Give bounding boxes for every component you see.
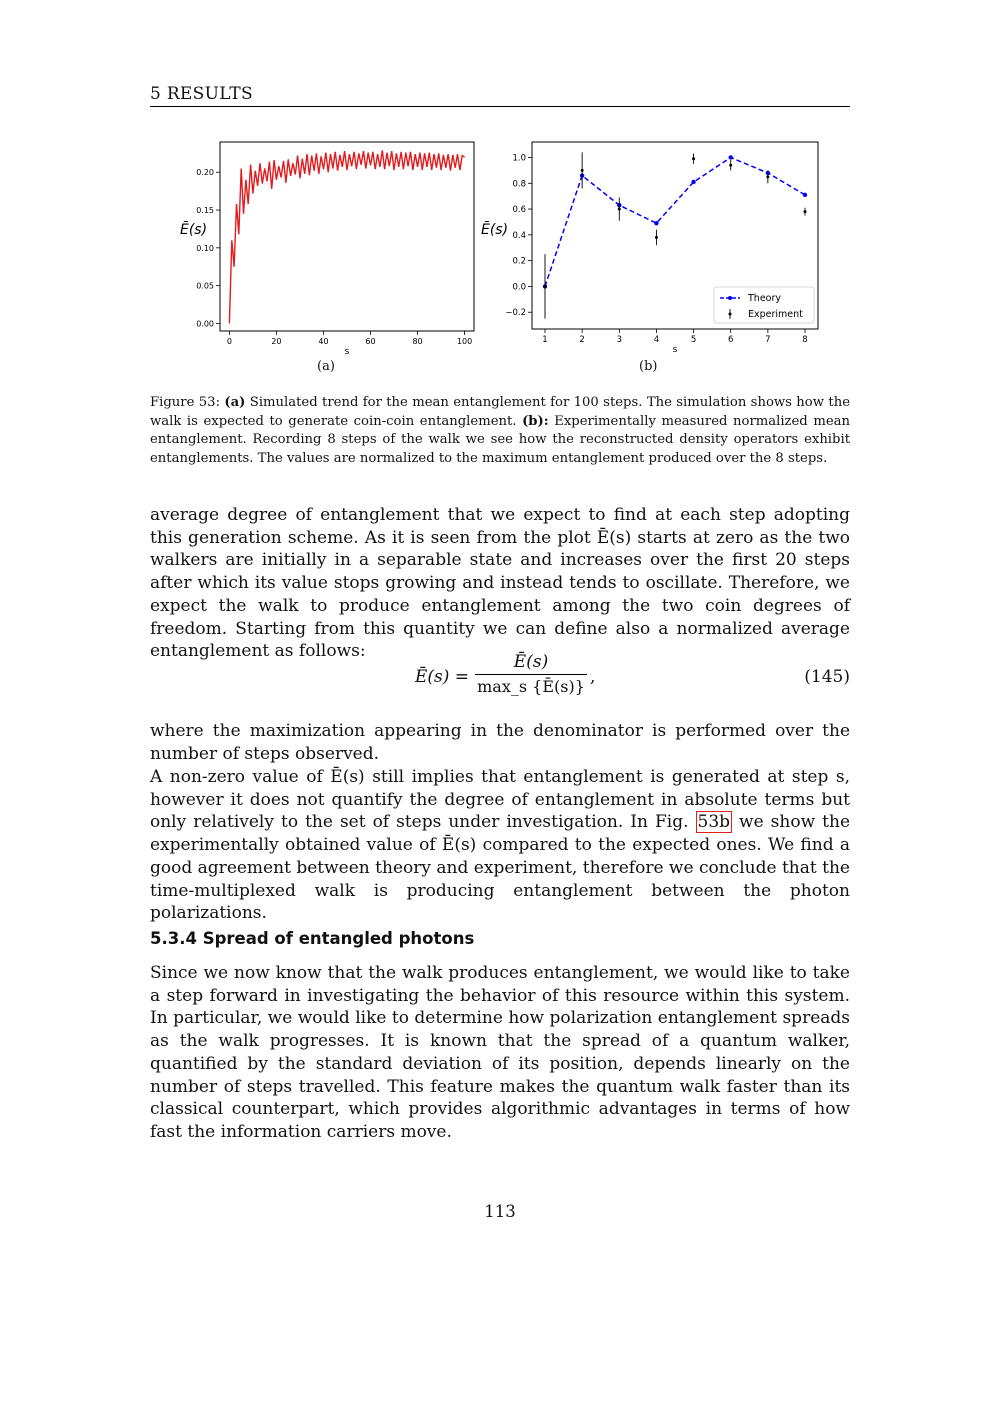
plot-frame	[220, 142, 474, 331]
x-tick-label: 0	[226, 337, 232, 346]
chart-a	[170, 135, 490, 360]
y-tick-label: 0.4	[512, 230, 526, 241]
theory-point	[729, 155, 733, 159]
y-tick-label: 0.8	[512, 179, 526, 190]
paragraph-3	[150, 766, 850, 925]
experiment-point	[729, 164, 732, 167]
paragraph-3-start: A non-zero value of Ē(s) still implies that entanglement is generated at step s, however it does not quantify the degree of entanglement in absolute terms but only relatively to the set of steps under investigation. In Fig.	[150, 767, 850, 833]
experiment-point	[581, 169, 584, 172]
caption-b-text: Experimentally measured normalized mean entanglement. Recording 8 steps of the walk we see how the reconstructed density operators exhibit entanglements. The values are normalized to the maximum entanglement produced over the 8 steps.	[150, 413, 850, 466]
y-tick-label: 0.00	[196, 319, 214, 329]
panel-b-label: (b)	[639, 359, 658, 374]
equation-number: (145)	[804, 667, 850, 687]
legend-experiment-label: Experiment	[748, 309, 803, 320]
y-tick-label: 0.2	[512, 256, 526, 267]
legend-theory-label: Theory	[748, 293, 782, 304]
section-heading: 5.3.4 Spread of entangled photons	[150, 929, 475, 948]
series-line-theory	[545, 158, 805, 287]
y-tick-label: 1.0	[512, 153, 526, 164]
chart-b	[478, 135, 828, 360]
x-tick-label: 3	[616, 335, 622, 345]
x-tick-label: 1	[542, 335, 548, 345]
equation-numerator: Ē(s)	[513, 652, 549, 672]
panel-a-label: (a)	[317, 359, 335, 374]
x-tick-label: 20	[271, 337, 282, 346]
page-number: 113	[484, 1202, 516, 1221]
legend-experiment-marker	[729, 313, 732, 316]
experiment-point	[692, 157, 695, 160]
experiment-point	[544, 285, 547, 288]
y-tick-label: 0.6	[512, 205, 526, 216]
y-axis-label: Ē(s)	[180, 222, 208, 238]
x-tick-label: 40	[318, 337, 329, 346]
experiment-point	[766, 175, 769, 178]
experiment-point	[655, 236, 658, 239]
paragraph-2: where the maximization appearing in the denominator is performed over the number of steps observed.	[150, 721, 850, 764]
x-tick-label: 5	[690, 335, 697, 345]
paragraph-1: average degree of entanglement that we expect to find at each step adopting this generation scheme. As it is seen from the plot Ē(s) starts at zero as the two walkers are initially in a separable state and increases over the first 20 steps after which its value stops growing and instead tends to oscillate. Therefore, we expect the walk to produce entanglement among the two coin degrees of freedom. Starting from this quantity we can define also a normalized average entanglement as follows:	[150, 505, 850, 662]
theory-point	[691, 180, 695, 184]
x-tick-label: 4	[653, 335, 660, 345]
header-rule	[150, 106, 850, 107]
legend-theory-marker	[728, 296, 732, 300]
y-tick-label: 0.0	[512, 282, 526, 293]
figure-ref-link[interactable]: 53b	[697, 812, 731, 833]
x-axis-label: s	[672, 345, 678, 355]
experiment-point	[618, 208, 621, 211]
x-tick-label: 7	[765, 335, 771, 345]
x-tick-label: 100	[456, 337, 473, 346]
equation-denominator: max_s {Ē(s)}	[477, 677, 585, 696]
theory-point	[654, 221, 658, 225]
y-tick-label: 0.20	[196, 168, 214, 178]
x-tick-label: 8	[802, 335, 808, 345]
series-line-entanglement	[229, 150, 464, 323]
caption-b-tag: (b):	[522, 413, 549, 429]
equation-lhs: Ē(s) =	[415, 667, 470, 687]
paragraph-4: Since we now know that the walk produces entanglement, we would like to take a step forward in investigating the behavior of this resource within this system. In particular, we would like to determine how polarization entanglement spreads as the walk progresses. It is known that the spread of a quantum walker, quantified by the standard deviation of its position, depends linearly on the number of steps travelled. This feature makes the quantum walk faster than its classical counterpart, which provides algorithmic advantages in terms of how fast the information carriers move.	[150, 963, 850, 1142]
caption-label: Figure 53:	[150, 395, 221, 410]
y-tick-label: −0.2	[505, 308, 526, 319]
running-header: 5 RESULTS	[150, 84, 253, 104]
x-tick-label: 60	[365, 337, 376, 346]
x-tick-label: 2	[579, 335, 585, 345]
y-tick-label: 0.05	[196, 281, 214, 291]
x-tick-label: 80	[412, 337, 423, 346]
caption-a-text: Simulated trend for the mean entanglement for 100 steps. The simulation shows how the walk is expected to generate coin-coin entanglement.	[150, 395, 850, 429]
x-axis-label: s	[344, 347, 350, 357]
paragraph-3-end: we show the experimentally obtained value of Ē(s) compared to the expected ones. We find a good agreement between theory and experiment, therefore we conclude that the time-multiplexed walk is producing entanglement between the photon polarizations.	[150, 812, 850, 924]
x-tick-label: 6	[728, 335, 734, 345]
y-tick-label: 0.15	[196, 206, 214, 216]
y-tick-label: 0.10	[196, 243, 214, 253]
equation-comma: ,	[590, 667, 596, 687]
caption-a-tag: (a)	[224, 395, 246, 410]
experiment-point	[804, 210, 807, 213]
theory-point	[803, 193, 807, 197]
equation-145	[150, 652, 850, 708]
figure-caption	[150, 394, 850, 468]
y-axis-label: Ē(s)	[481, 222, 509, 238]
